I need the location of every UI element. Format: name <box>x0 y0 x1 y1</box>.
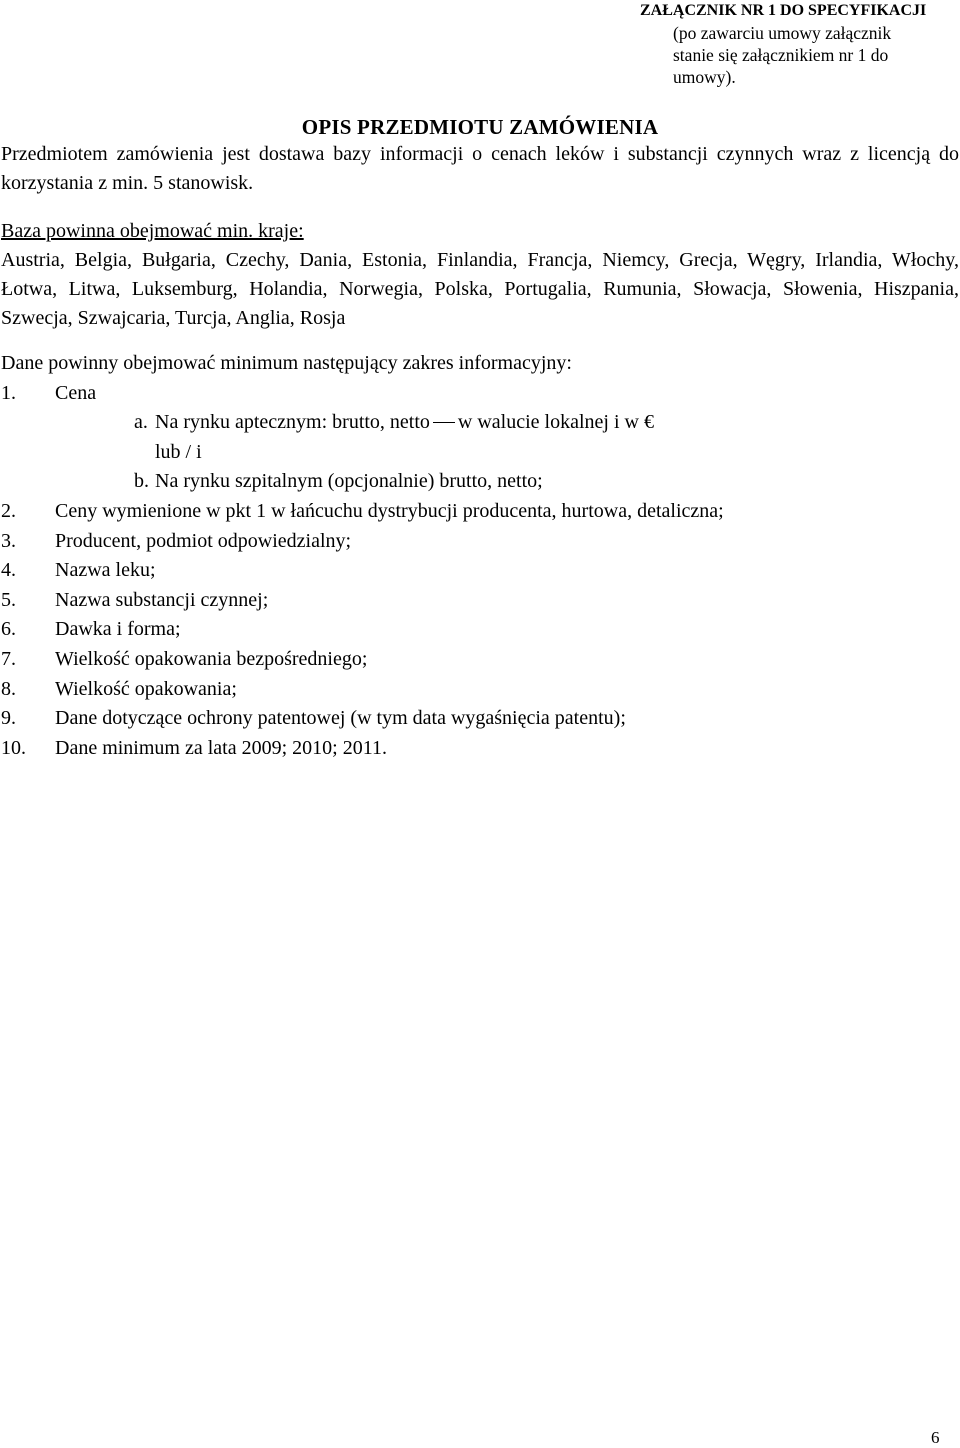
page-number: 6 <box>931 1428 940 1447</box>
list-item <box>1 675 959 705</box>
sub-list-item-continuation <box>1 438 959 468</box>
intro-paragraph: Przedmiotem zamówienia jest dostawa bazy informacji o cenach leków i substancji czynnych wraz z licencją do korzystania z min. 5 stanowisk. <box>1 143 959 194</box>
attachment-line: (po zawarciu umowy załącznik <box>673 23 892 43</box>
dash-separator <box>433 422 455 423</box>
list-item-number: 1. <box>1 381 16 404</box>
attachment-line: umowy). <box>673 67 736 87</box>
attachment-note <box>640 0 958 88</box>
list-item <box>1 556 959 586</box>
list-item-number: 3. <box>1 529 16 552</box>
sub-list-item-letter: a. <box>134 411 148 434</box>
list-item-text: Nazwa leku; <box>55 559 156 582</box>
countries-lead: Baza powinna obejmować min. kraje: <box>1 220 304 242</box>
list-item <box>1 586 959 616</box>
sub-list-item-continuation-text: lub / i <box>155 440 202 463</box>
list-item-number: 9. <box>1 707 16 730</box>
sub-list-item <box>1 467 959 497</box>
list-item-number: 10. <box>1 736 26 759</box>
list-item <box>1 645 959 675</box>
sub-list-item-text-part: w walucie lokalnej i w € <box>457 411 654 434</box>
list-item-text: Dane dotyczące ochrony patentowej (w tym data wygaśnięcia patentu); <box>55 707 626 730</box>
list-item-number: 4. <box>1 559 16 582</box>
sub-list-item <box>1 408 959 438</box>
list-item <box>1 497 959 527</box>
list-item-number: 2. <box>1 499 16 522</box>
list-item-text: Nazwa substancji czynnej; <box>55 588 269 611</box>
sub-list-item-text: Na rynku szpitalnym (opcjonalnie) brutto, netto; <box>155 470 543 493</box>
list-item <box>1 704 959 734</box>
list-item <box>1 734 959 764</box>
list-item-number: 8. <box>1 677 16 700</box>
list-item-text: Wielkość opakowania; <box>55 677 237 700</box>
list-item <box>1 379 959 409</box>
document-title: OPIS PRZEDMIOTU ZAMÓWIENIA <box>301 115 659 139</box>
list-item-text: Dawka i forma; <box>55 618 181 641</box>
list-item-number: 6. <box>1 618 16 641</box>
sub-list-item-text <box>155 408 654 437</box>
list-item-number: 7. <box>1 647 16 670</box>
scope-section <box>1 349 959 763</box>
list-item-text: Wielkość opakowania bezpośredniego; <box>55 647 368 670</box>
attachment-heading: ZAŁĄCZNIK NR 1 DO SPECYFIKACJI <box>640 2 927 19</box>
attachment-line: stanie się załącznikiem nr 1 do <box>673 45 889 65</box>
list-item-number: 5. <box>1 588 16 611</box>
list-item-text: Producent, podmiot odpowiedzialny; <box>55 529 352 552</box>
list-item-text: Cena <box>55 381 97 404</box>
countries-list: Austria, Belgia, Bułgaria, Czechy, Dania, Estonia, Finlandia, Francja, Niemcy, Grecja, Węgry, Irlandia, Włochy, Łotwa, Litwa, Luksemburg, Holandia, Norwegia, Polska, Portugalia, Rumunia, Słowacja, Słowenia, Hiszpania, Szwecja, Szwajcaria, Turcja, Anglia, Rosja <box>1 249 959 329</box>
sub-list-item-text-part: Na rynku aptecznym: brutto, netto <box>155 411 430 434</box>
list-item <box>1 615 959 645</box>
list-item <box>1 527 959 557</box>
scope-lead: Dane powinny obejmować minimum następujący zakres informacyjny: <box>1 352 572 374</box>
countries-section <box>1 217 959 333</box>
sub-list-item-letter: b. <box>134 470 149 493</box>
list-item-text: Dane minimum za lata 2009; 2010; 2011. <box>55 736 387 759</box>
list-item-text: Ceny wymienione w pkt 1 w łańcuchu dystrybucji producenta, hurtowa, detaliczna; <box>55 499 724 522</box>
